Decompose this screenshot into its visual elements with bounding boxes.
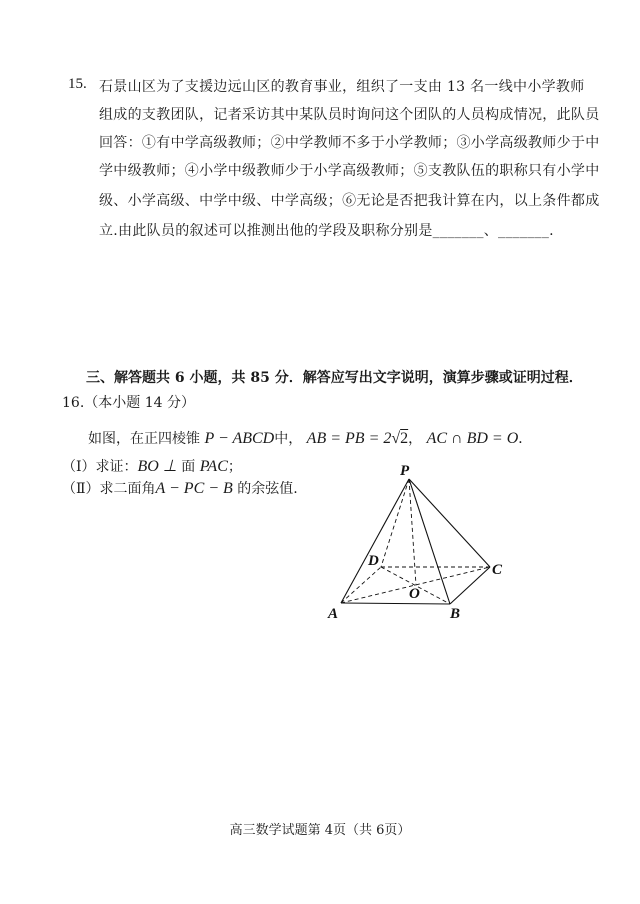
vertex-label-C: C [492, 562, 503, 578]
vertex-label-A: A [328, 606, 339, 622]
vertex-label-D: D [368, 553, 379, 569]
part-2-label: （Ⅱ）求二面角 [62, 481, 156, 497]
sqrt-radicand: 2 [400, 430, 409, 447]
sqrt-symbol: √ [391, 430, 401, 447]
pyramid-name: P − ABCD [204, 430, 275, 447]
part-1-label: （Ⅰ）求证： [62, 459, 138, 475]
edge-BC [450, 567, 490, 604]
stem-comma: ， [408, 431, 423, 447]
part-1-face: PAC [199, 458, 228, 475]
question-15-number: 15. [68, 76, 87, 92]
vertex-label-B: B [450, 606, 461, 622]
question-16-stem [88, 428, 532, 448]
edge-AD [341, 567, 381, 603]
question-16-header: 16.（本小题 14 分） [62, 395, 195, 411]
q15-line-1: 石景山区为了支援边远山区的教育事业，组织了一支由 13 名一线中小学教师 [99, 79, 585, 95]
q15-line-3: 回答：①有中学高级教师；②中学教师不多于小学教师；③小学高级教师少于中 [99, 135, 600, 151]
segment-PO [409, 479, 416, 585]
stem-prefix: 如图，在正四棱锥 [88, 431, 200, 447]
section-3-heading: 三、解答题共 6 小题，共 85 分．解答应写出文字说明，演算步骤或证明过程． [86, 370, 583, 386]
part-1-math: BO ⊥ [137, 458, 177, 475]
vertex-label-P: P [400, 463, 410, 479]
part-1 [62, 456, 242, 476]
part-1-end: ； [227, 459, 242, 475]
part-2 [62, 478, 298, 498]
q15-line-6: 立.由此队员的叙述可以推测出他的学段及职称分别是_______、_______. [99, 223, 554, 239]
edge-PA [341, 479, 409, 603]
vertex-label-O: O [409, 586, 420, 602]
condition-2: AC ∩ BD = O [426, 430, 519, 447]
edge-PC [409, 479, 490, 567]
q15-line-5: 级、小学高级、中学中级、中学高级；⑥无论是否把我计算在内，以上条件都成 [99, 193, 600, 209]
q15-line-4: 学中级教师；④小学中级教师少于小学高级教师；⑤支教队伍的职称只有小学中 [99, 163, 600, 179]
page-footer: 高三数学试题第 4页（共 6页） [229, 823, 411, 838]
condition-1: AB = PB = 2 [306, 430, 392, 447]
part-2-end: 的余弦值. [232, 481, 298, 497]
part-1-face-text: 面 [176, 459, 200, 475]
pyramid-figure [320, 460, 520, 625]
stem-end: ． [518, 431, 533, 447]
stem-mid: 中， [274, 431, 303, 447]
q15-line-2: 组成的支教团队，记者采访其中某队员时询问这个团队的人员构成情况，此队员 [99, 107, 600, 123]
edge-AB [341, 603, 450, 604]
part-2-math: A − PC − B [155, 480, 233, 497]
